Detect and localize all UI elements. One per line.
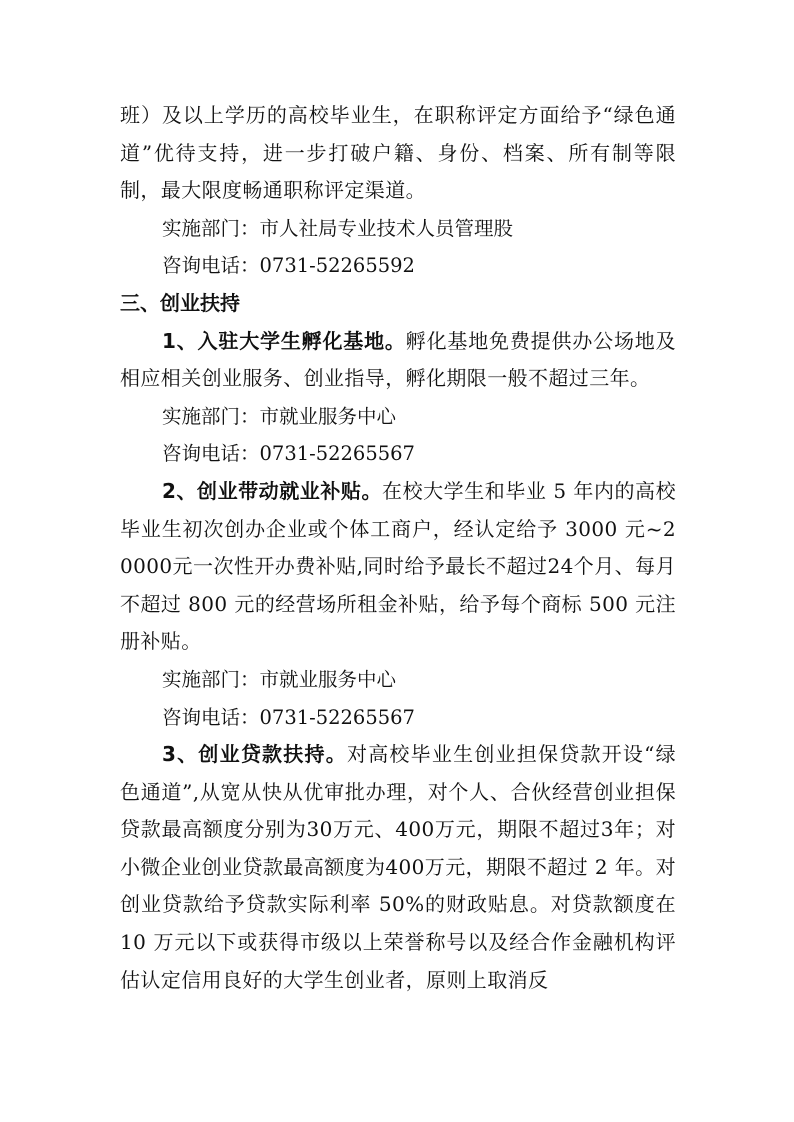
item-3-lead: 3、创业贷款扶持。	[162, 742, 347, 767]
item-1-paragraph	[120, 323, 676, 398]
item-2-lead: 2、创业带动就业补贴。	[162, 478, 383, 503]
item-3-body: 对高校毕业生创业担保贷款开设“绿色通道”,从宽从快从优审批办理，对个人、合伙经营创业担保贷款最高额度分别为30万元、400万元，期限不超过3年；对小微企业创业贷款最高额度为400万元，期限不超过 2 年。对创业贷款给予贷款实际利率 50%的财政贴息。对贷款额度在 10 万元以下或获得市级以上荣誉称号以及经合作金融机构评估认定信用良好的大学生创业者，原则上取消反	[120, 742, 676, 992]
item-1-phone: 咨询电话：0731-52265567	[162, 442, 415, 466]
section-title: 三、创业扶持	[120, 290, 240, 315]
item-2-phone: 咨询电话：0731-52265567	[162, 705, 415, 729]
item-2-paragraph	[120, 473, 676, 661]
item-2-body: 在校大学生和毕业 5 年内的高校毕业生初次创办企业或个体工商户，经认定给予 3000 元~20000元一次性开办费补贴,同时给予最长不超过24个月、每月不超过 800 元的经营场所租金补贴，给予每个商标 500 元注册补贴。	[120, 478, 676, 654]
document-page	[120, 97, 676, 999]
intro-department: 实施部门：市人社局专业技术人员管理股	[162, 216, 514, 240]
intro-phone: 咨询电话：0731-52265592	[162, 254, 415, 278]
item-1-body: 孵化基地免费提供办公场地及相应相关创业服务、创业指导，孵化期限一般不超过三年。	[120, 328, 677, 391]
item-1-department: 实施部门：市就业服务中心	[162, 404, 397, 428]
item-3-paragraph	[120, 736, 676, 999]
item-2-department: 实施部门：市就业服务中心	[162, 667, 397, 691]
item-1-lead: 1、入驻大学生孵化基地。	[162, 328, 406, 353]
intro-paragraph: 班）及以上学历的高校毕业生，在职称评定方面给予“绿色通道”优待支持，进一步打破户籍、身份、档案、所有制等限制，最大限度畅通职称评定渠道。	[120, 103, 676, 203]
